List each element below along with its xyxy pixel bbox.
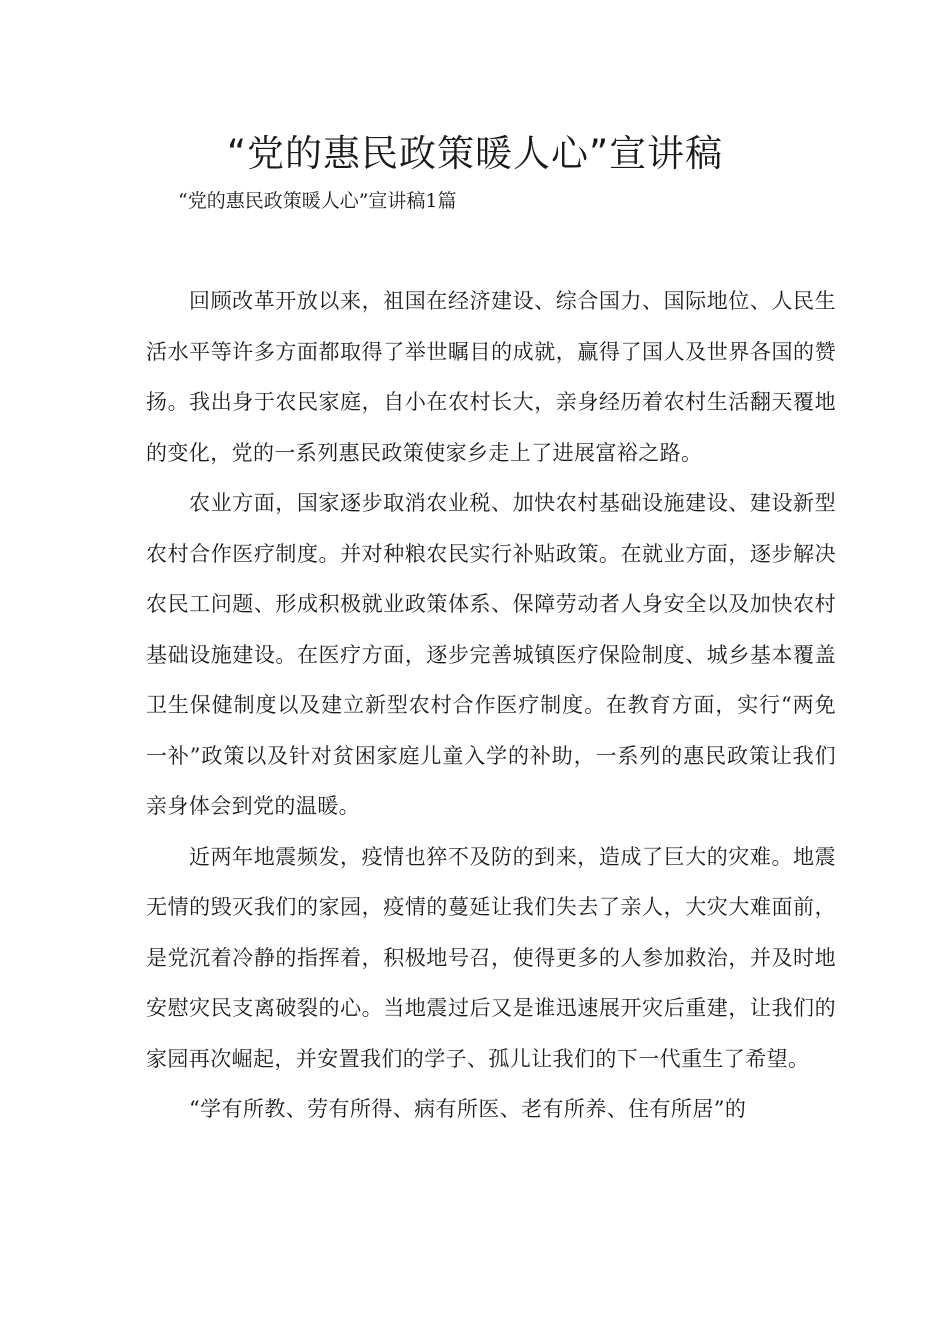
paragraph-4: “学有所教、劳有所得、病有所医、老有所养、住有所居”的	[189, 1097, 747, 1121]
document-title: “党的惠民政策暖人心”宣讲稿	[226, 132, 724, 175]
document-subtitle: “党的惠民政策暖人心”宣讲稿1篇	[178, 190, 457, 212]
paragraph-3: 近两年地震频发，疫情也猝不及防的到来，造成了巨大的灾难。地震无情的毁灭我们的家园，疫情的蔓延让我们失去了亲人，大灾大难面前，是党沉着冷静的指挥着，积极地号召，使得更多的人参加救治，并及时地安慰灾民支离破裂的心。当地震过后又是谁迅速展开灾后重建，让我们的家园再次崛起，并安置我们的学子、孤儿让我们的下一代重生了希望。	[146, 844, 836, 1071]
document-body	[146, 276, 836, 1135]
paragraph-1: 回顾改革开放以来，祖国在经济建设、综合国力、国际地位、人民生活水平等许多方面都取得了举世瞩目的成就，赢得了国人及世界各国的赞扬。我出身于农民家庭，自小在农村长大，亲身经历着农村生活翻天覆地的变化，党的一系列惠民政策使家乡走上了进展富裕之路。	[146, 289, 836, 465]
paragraph-2: 农业方面，国家逐步取消农业税、加快农村基础设施建设、建设新型农村合作医疗制度。并对种粮农民实行补贴政策。在就业方面，逐步解决农民工问题、形成积极就业政策体系、保障劳动者人身安全以及加快农村基础设施建设。在医疗方面，逐步完善城镇医疗保险制度、城乡基本覆盖卫生保健制度以及建立新型农村合作医疗制度。在教育方面，实行“两免一补”政策以及针对贫困家庭儿童入学的补助，一系列的惠民政策让我们亲身体会到党的温暖。	[146, 491, 836, 818]
